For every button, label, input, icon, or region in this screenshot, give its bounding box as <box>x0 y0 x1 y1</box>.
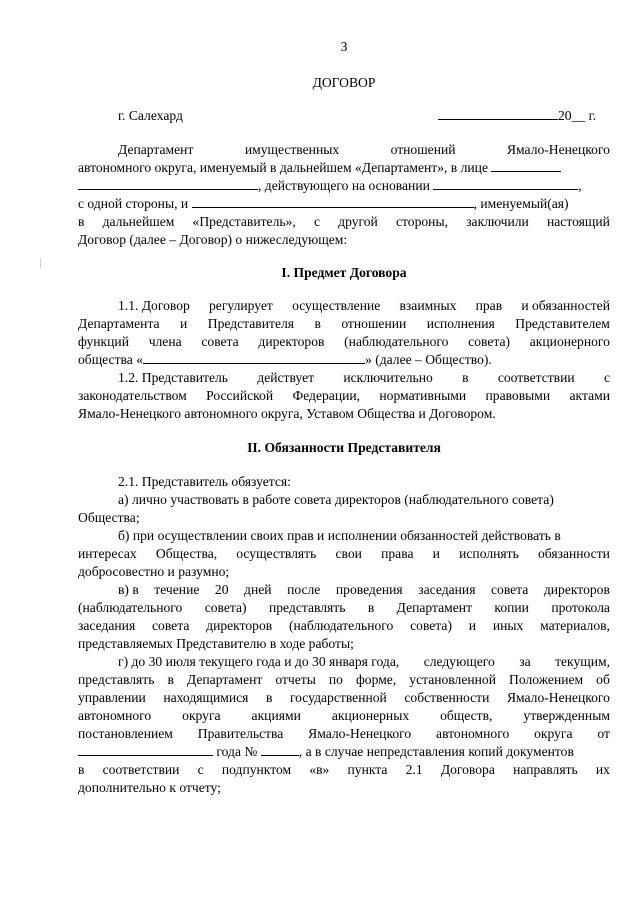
s1-line-2: Департамента и Представителя в отношении исполнения Представителем <box>78 316 610 331</box>
representative-blank <box>192 195 474 208</box>
s2-g-line-4: автономного округа акциями акционерных обществ, утвержденным <box>78 708 610 723</box>
s2-b-line-1: б) при осуществлении своих прав и исполнении обязанностей действовать в <box>118 528 561 543</box>
s2-g-line-5: постановлением Правительства Ямало-Ненецкого автономного округа от <box>78 726 610 741</box>
intro-line-6: Договор (далее – Договор) о нижеследующем: <box>78 232 348 247</box>
position-blank <box>78 177 258 190</box>
intro-line-5: в дальнейшем «Представитель», с другой стороны, заключили настоящий <box>78 214 610 229</box>
date-suffix: 20__ г. <box>558 108 597 123</box>
s2-v-line-2: (наблюдательного совета) представлять в Департамент копии протокола <box>78 600 610 615</box>
document-title: ДОГОВОР <box>312 75 376 90</box>
word: Ямало-Ненецкого <box>506 142 610 157</box>
basis-blank <box>433 177 578 190</box>
page-number: 3 <box>340 39 348 54</box>
resolution-date-blank <box>78 743 213 756</box>
margin-mark <box>40 258 41 268</box>
city-date-line <box>118 107 610 124</box>
s2-g-line-3: управлении находящимися в государственной собственности Ямало-Ненецкого <box>78 690 610 705</box>
section-2-heading: II. Обязанности Представителя <box>247 440 441 455</box>
resolution-number-blank <box>261 743 299 756</box>
intro-line-3: , действующего на основании , <box>78 177 610 194</box>
s2-line-1: 2.1. Представитель обязуется: <box>118 474 291 489</box>
word: Департамент <box>118 142 194 157</box>
s2-v-line-4: представляемых Представителю в ходе работы; <box>78 636 354 651</box>
s2-a-line-2: Общества; <box>78 510 140 525</box>
s1-line-4: общества « » (далее – Общество). <box>78 352 492 367</box>
word: отношений <box>390 142 456 157</box>
s1-line-1: 1.1. Договор регулирует осуществление взаимных прав и обязанностей <box>118 298 610 313</box>
s1-line-3: функций члена совета директоров (наблюдательного совета) акционерного <box>78 334 610 349</box>
s2-g-line-1: г) до 30 июля текущего года и до 30 января года, следующего за текущим, <box>118 654 610 669</box>
name-blank <box>491 159 561 172</box>
intro-line-2: автономного округа, именуемый в дальнейшем «Департамент», в лице <box>78 159 610 176</box>
s2-g-line-7: в соответствии с подпунктом «в» пункта 2.1 Договора направлять их <box>78 762 610 777</box>
s1-line-5: 1.2. Представитель действует исключительно в соответствии с <box>118 370 610 385</box>
intro-line-4: с одной стороны, и , именуемый(ая) <box>78 196 569 211</box>
date-blank <box>438 107 558 120</box>
s2-g-line-2: представлять в Департамент отчеты по форме, установленной Положением об <box>78 672 610 687</box>
s2-g-line-8: дополнительно к отчету; <box>78 780 221 795</box>
section-1-heading: I. Предмет Договора <box>281 265 407 280</box>
company-name-blank <box>143 351 365 364</box>
s2-v-line-3: заседания совета директоров (наблюдательного совета) и иных материалов, <box>78 618 610 633</box>
s1-line-7: Ямало-Ненецкого автономного округа, Уставом Общества и Договором. <box>78 406 496 421</box>
city: г. Салехард <box>118 108 183 123</box>
s2-a-line-1: а) лично участвовать в работе совета директоров (наблюдательного совета) <box>118 492 554 507</box>
s1-line-6: законодательством Российской Федерации, нормативными правовыми актами <box>78 388 610 403</box>
word: имущественных <box>244 142 340 157</box>
s2-g-line-6: года № , а в случае непредставления копий документов <box>78 743 610 760</box>
s2-b-line-2: интересах Общества, осуществлять свои права и исполнять обязанности <box>78 546 610 561</box>
s2-v-line-1: в) в течение 20 дней после проведения заседания совета директоров <box>118 582 610 597</box>
s2-b-line-3: добросовестно и разумно; <box>78 564 230 579</box>
intro-line-1 <box>118 141 610 158</box>
